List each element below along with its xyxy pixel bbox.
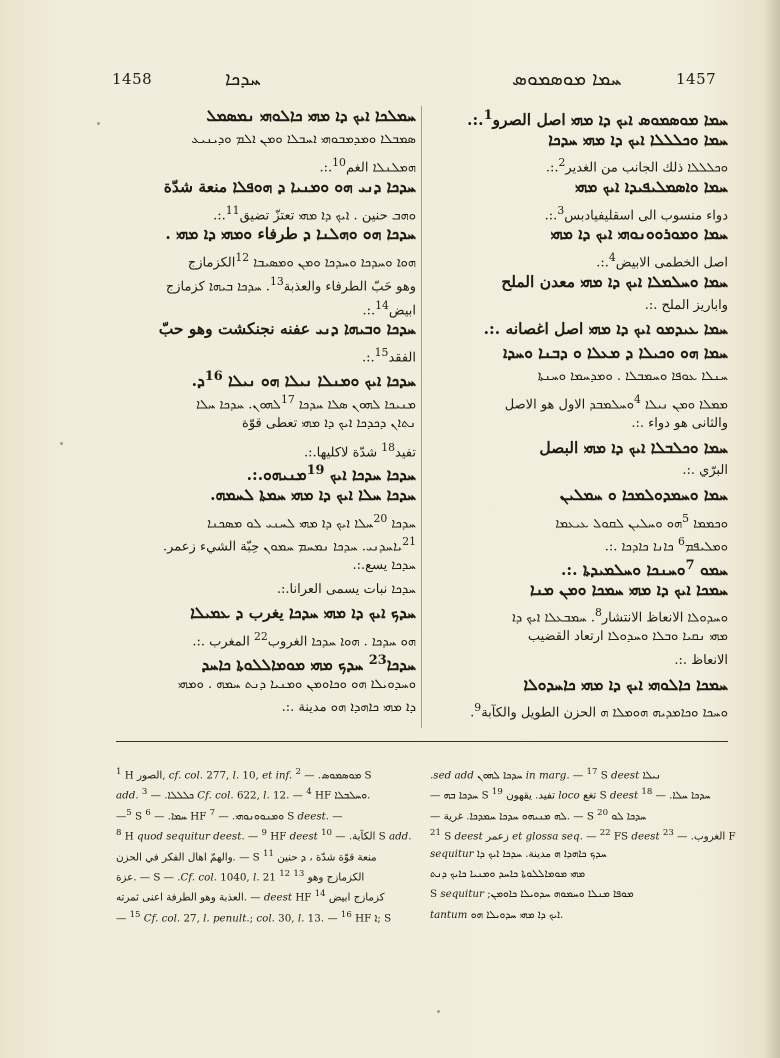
- footnote-line: منعة قوّة شدّة ، ܕ حنين S $^{11}$ — .والهمّ اهال الفكر في الحزن: [116, 848, 377, 863]
- left-running-head: ܚܕܟܐ: [225, 68, 261, 90]
- footnote-line: —$^5$ S ܚܡܐ. — $^6$ HF ܘܡܢܘܘܢܘܗܝ. — $^7$ S deest. —: [116, 807, 343, 823]
- page-edge: [764, 0, 780, 1058]
- text-line: ܚܡܐ ܘܡܘܪܘܘܢܘܗܝ ܐܝܟ ܕܐ ܡܗܝ: [550, 224, 728, 244]
- text-line: ܚܕܟܐ ܐܝܟ ܘܡܢܠܐ ܢܝܠܐ ܗܘ ܢܝܠܐ $^{16}$ܕ.: [191, 368, 416, 390]
- text-line: واباريز الملح .:.: [644, 297, 728, 313]
- text-line: ܚܡܠܟܐ ܐܝܟ ܕܐ ܡܗܝ ܟܐܠܘܗܝ ܢܡܣܡܠ: [206, 106, 416, 125]
- text-line: الانعاظ .:.: [674, 652, 728, 668]
- right-page-number: 1457: [676, 70, 717, 88]
- footnote-line: add. ܟܠܠܠܐ. — $^3$ Cf. col. 622, l. 12. — $^4$ HF ܘܚܠܒܠܐ.: [116, 787, 371, 802]
- text-line: ܚܕܟܐ$^{23}$ ܚܕܟ ܡܗܝ ܡܘܡܐܠܠܘܬܐ ܟܐܚܕ: [201, 652, 416, 674]
- text-line: ܘܚܕܘܠܐ الانعاظ الانتشار$^8$. ܚܡܒܥܠܐ ܐܝܟ ܕܐ: [512, 606, 728, 626]
- text-line: ܕܐ ܡܗܝ ܟܐܗܕܐ ܗܘ مدينة .:.: [281, 700, 416, 716]
- footnote-rule: [116, 741, 728, 742]
- text-line: البرّي .:.: [682, 463, 728, 479]
- footnote-line: $^{21}$ S deest زعمر et glossa seq. — $^{22}$ FS deest الغروب. — $^{23}$ F: [430, 828, 736, 843]
- paper-speck: [437, 1010, 440, 1013]
- text-line: تفيد$^{18}$ شدّة لاكليها.:.: [304, 440, 416, 460]
- text-line: ܘܡܠܝܦܡ$^6$ ܟܐܢܐ ܟܐܕܟܐ .:.: [604, 535, 728, 555]
- text-line: ܡܢܝܟܐ ܠܗܘܢ ܣܠܐ ܚܕܟܐ $^{17}$ܠܗܘܢ. ܚܕܟܐ ܚܠܐ: [196, 393, 416, 413]
- text-line: ܗܘܐ ܘܚܕܟܐ ܘܚܕܟܐ ܘܡܢ ܘܡܣܝܒܐ $^{12}$الكزمازج: [187, 251, 416, 271]
- text-line: ܡܗܝ ܢܩܝܐ ܘܒܠܐ ܘܚܕܘܠܐ ارتعاد القضيب: [527, 629, 728, 645]
- text-line: ܚܡܘ $^7$ܘܚܢܟܐ ܘܚܠܡܝܕܬܐ .:.: [560, 558, 728, 580]
- text-line: اصل الخطمى الابيض$^4$.:.: [596, 251, 728, 271]
- footnote-line: ܡܗܝ ܡܘܡܐܠܠܘܬܐ ܟܐܚܕ ܘܡܢܝܐ ܟܐܝܟ ܕܢܬ: [430, 867, 586, 880]
- footnote-line: sequitur ܚܕܟ ܟܐܗܕܐ ܗ مدينة. ܚܕܟܐ ܐܝܟ ܕܐ: [430, 847, 607, 860]
- text-line: ܘܗܒ حنين . ܐܝܟ ܕܐ ܡܗܝ تعتزّ تضيق$^{11}$.:.: [213, 203, 416, 224]
- text-line: ܗܘ ܚܕܟܐ . ܗܘܐ ܚܕܟܐ الغروب$^{22}$ المغرب .:.: [192, 630, 416, 650]
- text-line: ܡܡܠܐ ܘܡܢ ܢܝܠܐ $^4$ܘܚܠܡܒܕ الاول هو الاصل: [504, 393, 728, 413]
- right-text-column: [428, 104, 728, 720]
- text-line: والثانى هو دواء .:.: [631, 415, 728, 431]
- text-line: ܚܡܐ ܘܟܠܠܠܐ ܐܝܟ ܕܐ ܡܗܝ ܚܕܟܐ: [548, 129, 728, 149]
- text-line: ܚܕܟ ܐܝܟ ܕܐ ܡܗܝ ܚܕܟܐ يغرب ܕ ܥܡܝܠܐ: [190, 603, 416, 623]
- text-line: ܣܡܒܠܐ ܘܡܕܡܒܘܗܝ ܐܚܒܠܐ ܘܡܢ ܐܠܡ ܘܕܝܢܝܥ: [191, 131, 416, 147]
- text-line: ܘܟܡܡܐ $^5$ܗܘ ܘܚܠܝܢ ܠܩܘܠ ܥܝܥܡܐ: [555, 511, 728, 532]
- footnote-line: tantum ܐܝܟ ܕܐ ܡܗܝ ܚܕܘܝܠܐ ܗܘ.: [430, 908, 564, 921]
- text-line: ܚܕܟܐ ܘܒܝܗܐ ܕܢܝ عفنه نجنكشت وهو حبّ: [158, 319, 416, 339]
- text-line: ܚܕܟܐ ܗܘ ܘܗܠܢܐ ܕ طرفاء ܘܡܗܝ ܕܐ ܡܗܝ .: [165, 224, 416, 244]
- text-line: ܚܡܐ ܘܚܡܕܘܠܡܟܐ ܘ ܚܡܠܝܢ: [559, 485, 728, 504]
- page-header: [0, 68, 780, 98]
- right-footnotes: [430, 762, 736, 925]
- paper-speck: [60, 442, 63, 445]
- text-line: ܚܢܠܐ ܥܘܦܐ ܘܚܡܒܠܐ . ܘܡܕܚܡܐ ܘܚܢܬܐ: [537, 368, 728, 384]
- text-line: ܚܕܟܐ يسع.:.: [352, 558, 416, 574]
- left-text-column: [116, 104, 416, 720]
- left-page-number: 1458: [112, 70, 153, 88]
- footnote-line: ܢܝܠܐ in marg. — $^{17}$ S deest ܚܕܟܐ ܠܗܘܢ sed add.: [430, 767, 661, 782]
- text-line: ܚܕܟܐ ܚܠܐ ܐܝܟ ܕܐ ܡܗܝ ܚܡܬܐ ܠܚܡܗ.: [210, 485, 416, 504]
- footnote-line: ܚܕܟܐ ܠܘ S $^{20}$ — .ܠܗ ܡܢܝܗܘ ܚܕܟܐ ܚܡܕܟܐ. غرية —: [430, 807, 647, 823]
- text-line: ܚܡܐ ܘܟܠܒܠܐ ܐܝܟ ܕܐ ܡܗܝ البصل: [539, 437, 728, 457]
- text-line: ܚܡܐ ܥܝܕܡܘ ܐܝܟ ܕܐ ܡܗܝ اصل اغصانه .:.: [483, 319, 728, 339]
- text-line: $^{21}$ܝܐܚܕܢܝ. ܚܕܟܐ ܢܡܚܡ ܚܡܘܢ حِبّة الشيء زعمر.: [162, 535, 416, 555]
- footnote-line: $^1$ H الصور, cf. col. 277, l. 10, et inf. ܡܘܣܡܘܣ. — $^2$ S: [116, 767, 372, 782]
- footnote-line: — $^{15}$ Cf. col. 27, l. penult.; col. 30, l. 13. — $^{16}$ HF ܐ; S: [116, 909, 392, 925]
- footnote-line: ܡܘܦܐ ܡܢܠܐ ܘܚܡܘܗ ܚܕܘܝܠܐ ܟܐܘܡܢ; S sequitur: [430, 888, 634, 901]
- text-line: ܗܡܠܢܠܐ الغم$^{10}$.:.: [319, 156, 416, 176]
- text-line: ܚܕܟܐ $^{20}$ܚܠܐ ܐܝܟ ܕܐ ܡܗܝ ܠܚܢܝ ܠܘ ܡܣܟܢܐ: [207, 511, 416, 532]
- text-line: وهو حَبّ الطرفاء والعذبة$^{13}$. ܚܕܟܐ ܒܝܗܐ كزمازج: [165, 274, 416, 295]
- text-line: ابيض$^{14}$.:.: [362, 298, 416, 318]
- paper-speck: [97, 122, 100, 125]
- text-line: ܚܕܟܐ ܕܢܝ ܗܘ ܘܡܢܝܐ ܕ ܗܘܦܠܐ منعة شدّة: [163, 177, 416, 197]
- text-line: الفقد$^{15}$.:.: [362, 345, 416, 366]
- text-line: ܚܕܟܐ ܚܕܟܐ ܐܝܟ $^{19}$ܡܢܝܗܘ.:.: [246, 463, 416, 485]
- text-line: ܚܡܐ ܡܘܣܡܘܣ ܐܝܟ ܕܐ ܡܗܝ اصل الصرو$^1$.:.: [467, 108, 728, 130]
- text-line: دواء منسوب الى اسقليفيادبس$^3$.:.: [544, 203, 728, 224]
- footnote-line: الكزمازج وهو $^{13}$ S — .Cf. col. 1040, l. 21 $^{12}$ — .عزة: [116, 868, 365, 884]
- footnote-line: $^8$ H quod sequitur deest. — $^9$ HF deest الكآبة. — $^{10}$ S add.: [116, 828, 412, 843]
- footnote-line: كزمازج ابيض deest HF $^{14}$ — .العذبة وهو الطرفة اعنى ثمرته: [116, 889, 385, 904]
- text-line: ܚܡܐ ܘܐܣܡܠܝܦܝܕܐ ܐܝܟ ܡܗܝ: [575, 177, 728, 197]
- text-line: ܘܚܟܐ ܘܟܐܡܕܝܗ ܗܘܡܠܐ ܗ الحزن الطويل والكآبة$^9$.: [470, 701, 728, 721]
- footnote-line: ܚܕܟܐ ܚܠܐ. — $^{18}$ S deest تغع loco تفيد. يقهون $^{19}$ S ܚܕܟܐ ܒܗ —: [430, 787, 711, 802]
- left-footnotes: [116, 762, 412, 925]
- text-line: ܚܡܐ ܗܘ ܘܟܝܠܐ ܕ ܡܥܠܐ ܘ ܕܒܢܐ ܘܚܕܐ: [503, 342, 728, 362]
- text-line: ܘܟܠܠܠܐ ذلك الجانب من الغدير$^2$.:.: [545, 156, 728, 176]
- text-line: ܚܡܟܐ ܟܐܠܘܗܝ ܐܝܟ ܕܐ ܡܗܝ ܟܐܚܕܘܠܐ: [523, 674, 728, 694]
- text-line: ܚܡܟܐ ܐܝܟ ܕܐ ܡܗܝ ܚܡܟܐ ܘܡܢ ܡܢܐ: [530, 579, 728, 599]
- text-line: ܘܚܕܘܝܠܐ ܗܘ ܘܟܐܘܡܢ ܘܡܢܝܐ ܕܢܬ ܚܡܗ . ܘܡܗܝ: [177, 676, 416, 692]
- right-running-head: ܚܡܐ ܡܘܣܡܘܣ: [512, 68, 622, 90]
- text-line: ܢܬܐܢ ܕܟܕܟܐ ܐܝܟ ܕܐ ܡܗܝ تعطى قوّة: [242, 415, 416, 431]
- text-line: ܚܡܐ ܘܚܠܡܠܐ ܐܝܟ ܕܐ ܡܗܝ معدن الملح: [501, 271, 728, 291]
- column-divider: [421, 106, 422, 728]
- text-line: ܚܕܟܐ نبات يسمى العرانا.:.: [276, 581, 416, 597]
